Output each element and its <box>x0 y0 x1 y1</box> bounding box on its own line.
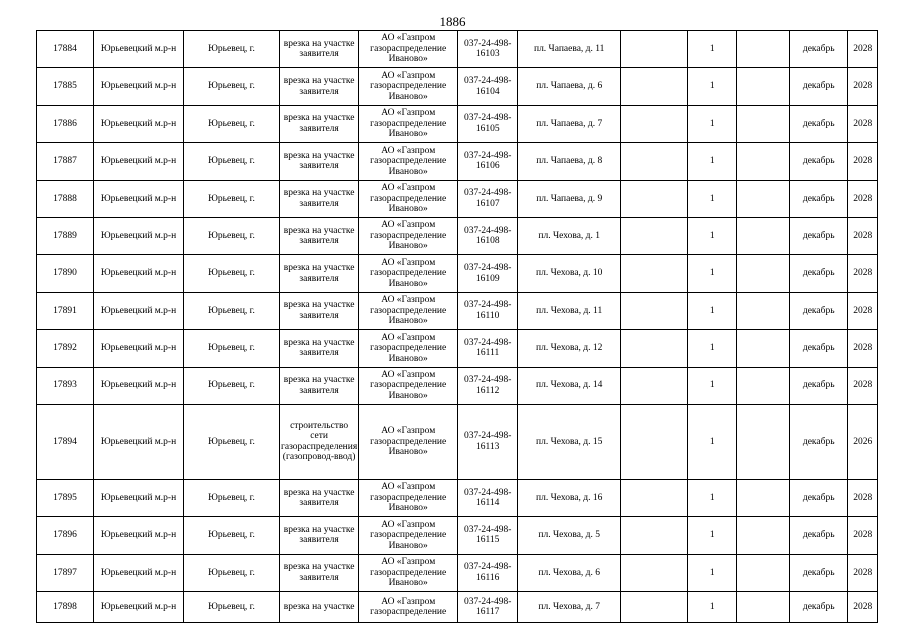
work-type-cell: врезка на участке заявителя <box>280 554 359 591</box>
address-cell: пл. Чехова, д. 12 <box>518 330 621 367</box>
district-cell: Юрьевецкий м.р-н <box>94 255 184 292</box>
registry-table <box>36 30 878 623</box>
work-type-cell: врезка на участке заявителя <box>280 367 359 404</box>
row-id-cell: 17898 <box>37 592 94 623</box>
work-type-cell: врезка на участке заявителя <box>280 255 359 292</box>
table-row <box>37 479 878 516</box>
organization-cell: АО «Газпром газораспределение Иваново» <box>359 180 458 217</box>
city-cell: Юрьевец, г. <box>184 180 280 217</box>
table-row <box>37 554 878 591</box>
count-cell: 1 <box>688 592 737 623</box>
organization-cell: АО «Газпром газораспределение Иваново» <box>359 255 458 292</box>
blank-cell <box>621 479 688 516</box>
blank-cell <box>621 31 688 68</box>
month-cell: декабрь <box>790 592 848 623</box>
city-cell: Юрьевец, г. <box>184 292 280 329</box>
blank-cell <box>737 180 790 217</box>
blank-cell <box>621 255 688 292</box>
city-cell: Юрьевец, г. <box>184 105 280 142</box>
blank-cell <box>737 367 790 404</box>
blank-cell <box>737 592 790 623</box>
district-cell: Юрьевецкий м.р-н <box>94 217 184 254</box>
work-type-cell: строительство сети газораспределения (газопровод-ввод) <box>280 404 359 479</box>
blank-cell <box>621 180 688 217</box>
organization-cell: АО «Газпром газораспределение Иваново» <box>359 367 458 404</box>
address-cell: пл. Чапаева, д. 7 <box>518 105 621 142</box>
table-row <box>37 217 878 254</box>
district-cell: Юрьевецкий м.р-н <box>94 592 184 623</box>
year-cell: 2028 <box>848 292 878 329</box>
year-cell: 2028 <box>848 479 878 516</box>
row-id-cell: 17886 <box>37 105 94 142</box>
organization-cell: АО «Газпром газораспределение Иваново» <box>359 554 458 591</box>
blank-cell <box>737 143 790 180</box>
month-cell: декабрь <box>790 479 848 516</box>
district-cell: Юрьевецкий м.р-н <box>94 367 184 404</box>
count-cell: 1 <box>688 68 737 105</box>
city-cell: Юрьевец, г. <box>184 255 280 292</box>
row-id-cell: 17896 <box>37 517 94 554</box>
month-cell: декабрь <box>790 292 848 329</box>
code-cell: 037-24-498-16116 <box>458 554 518 591</box>
blank-cell <box>737 517 790 554</box>
district-cell: Юрьевецкий м.р-н <box>94 180 184 217</box>
table-row <box>37 404 878 479</box>
district-cell: Юрьевецкий м.р-н <box>94 517 184 554</box>
table-row <box>37 180 878 217</box>
blank-cell <box>621 517 688 554</box>
organization-cell: АО «Газпром газораспределение Иваново» <box>359 68 458 105</box>
blank-cell <box>737 292 790 329</box>
work-type-cell: врезка на участке заявителя <box>280 217 359 254</box>
row-id-cell: 17887 <box>37 143 94 180</box>
address-cell: пл. Чехова, д. 7 <box>518 592 621 623</box>
address-cell: пл. Чехова, д. 6 <box>518 554 621 591</box>
blank-cell <box>621 292 688 329</box>
table-body <box>37 31 878 623</box>
count-cell: 1 <box>688 31 737 68</box>
city-cell: Юрьевец, г. <box>184 31 280 68</box>
address-cell: пл. Чехова, д. 11 <box>518 292 621 329</box>
organization-cell: АО «Газпром газораспределение Иваново» <box>359 143 458 180</box>
row-id-cell: 17897 <box>37 554 94 591</box>
row-id-cell: 17888 <box>37 180 94 217</box>
blank-cell <box>737 554 790 591</box>
blank-cell <box>621 367 688 404</box>
row-id-cell: 17892 <box>37 330 94 367</box>
table-row <box>37 292 878 329</box>
organization-cell: АО «Газпром газораспределение Иваново» <box>359 479 458 516</box>
count-cell: 1 <box>688 330 737 367</box>
blank-cell <box>621 592 688 623</box>
month-cell: декабрь <box>790 554 848 591</box>
code-cell: 037-24-498-16104 <box>458 68 518 105</box>
year-cell: 2028 <box>848 255 878 292</box>
row-id-cell: 17884 <box>37 31 94 68</box>
city-cell: Юрьевец, г. <box>184 554 280 591</box>
code-cell: 037-24-498-16105 <box>458 105 518 142</box>
count-cell: 1 <box>688 367 737 404</box>
year-cell: 2026 <box>848 404 878 479</box>
city-cell: Юрьевец, г. <box>184 479 280 516</box>
count-cell: 1 <box>688 292 737 329</box>
year-cell: 2028 <box>848 330 878 367</box>
month-cell: декабрь <box>790 31 848 68</box>
district-cell: Юрьевецкий м.р-н <box>94 479 184 516</box>
blank-cell <box>737 255 790 292</box>
row-id-cell: 17893 <box>37 367 94 404</box>
month-cell: декабрь <box>790 330 848 367</box>
count-cell: 1 <box>688 554 737 591</box>
blank-cell <box>737 68 790 105</box>
blank-cell <box>621 68 688 105</box>
organization-cell: АО «Газпром газораспределение <box>359 592 458 623</box>
organization-cell: АО «Газпром газораспределение Иваново» <box>359 105 458 142</box>
blank-cell <box>737 31 790 68</box>
code-cell: 037-24-498-16111 <box>458 330 518 367</box>
blank-cell <box>737 105 790 142</box>
district-cell: Юрьевецкий м.р-н <box>94 554 184 591</box>
year-cell: 2028 <box>848 592 878 623</box>
month-cell: декабрь <box>790 255 848 292</box>
code-cell: 037-24-498-16115 <box>458 517 518 554</box>
year-cell: 2028 <box>848 217 878 254</box>
blank-cell <box>737 217 790 254</box>
row-id-cell: 17890 <box>37 255 94 292</box>
address-cell: пл. Чехова, д. 16 <box>518 479 621 516</box>
code-cell: 037-24-498-16110 <box>458 292 518 329</box>
year-cell: 2028 <box>848 517 878 554</box>
work-type-cell: врезка на участке заявителя <box>280 31 359 68</box>
month-cell: декабрь <box>790 105 848 142</box>
organization-cell: АО «Газпром газораспределение Иваново» <box>359 217 458 254</box>
district-cell: Юрьевецкий м.р-н <box>94 68 184 105</box>
count-cell: 1 <box>688 479 737 516</box>
table-row <box>37 330 878 367</box>
city-cell: Юрьевец, г. <box>184 517 280 554</box>
year-cell: 2028 <box>848 68 878 105</box>
blank-cell <box>621 330 688 367</box>
code-cell: 037-24-498-16108 <box>458 217 518 254</box>
work-type-cell: врезка на участке заявителя <box>280 517 359 554</box>
work-type-cell: врезка на участке заявителя <box>280 68 359 105</box>
code-cell: 037-24-498-16117 <box>458 592 518 623</box>
city-cell: Юрьевец, г. <box>184 143 280 180</box>
month-cell: декабрь <box>790 217 848 254</box>
count-cell: 1 <box>688 255 737 292</box>
table-row <box>37 143 878 180</box>
district-cell: Юрьевецкий м.р-н <box>94 292 184 329</box>
organization-cell: АО «Газпром газораспределение Иваново» <box>359 31 458 68</box>
work-type-cell: врезка на участке заявителя <box>280 180 359 217</box>
blank-cell <box>737 404 790 479</box>
code-cell: 037-24-498-16114 <box>458 479 518 516</box>
organization-cell: АО «Газпром газораспределение Иваново» <box>359 330 458 367</box>
address-cell: пл. Чехова, д. 5 <box>518 517 621 554</box>
city-cell: Юрьевец, г. <box>184 68 280 105</box>
district-cell: Юрьевецкий м.р-н <box>94 105 184 142</box>
code-cell: 037-24-498-16112 <box>458 367 518 404</box>
blank-cell <box>621 217 688 254</box>
address-cell: пл. Чапаева, д. 6 <box>518 68 621 105</box>
district-cell: Юрьевецкий м.р-н <box>94 404 184 479</box>
city-cell: Юрьевец, г. <box>184 367 280 404</box>
table-row <box>37 68 878 105</box>
work-type-cell: врезка на участке заявителя <box>280 330 359 367</box>
blank-cell <box>621 404 688 479</box>
month-cell: декабрь <box>790 404 848 479</box>
address-cell: пл. Чапаева, д. 8 <box>518 143 621 180</box>
year-cell: 2028 <box>848 31 878 68</box>
count-cell: 1 <box>688 517 737 554</box>
month-cell: декабрь <box>790 143 848 180</box>
work-type-cell: врезка на участке заявителя <box>280 105 359 142</box>
work-type-cell: врезка на участке <box>280 592 359 623</box>
address-cell: пл. Чехова, д. 15 <box>518 404 621 479</box>
district-cell: Юрьевецкий м.р-н <box>94 330 184 367</box>
district-cell: Юрьевецкий м.р-н <box>94 143 184 180</box>
address-cell: пл. Чехова, д. 14 <box>518 367 621 404</box>
code-cell: 037-24-498-16107 <box>458 180 518 217</box>
count-cell: 1 <box>688 217 737 254</box>
month-cell: декабрь <box>790 68 848 105</box>
row-id-cell: 17891 <box>37 292 94 329</box>
work-type-cell: врезка на участке заявителя <box>280 143 359 180</box>
year-cell: 2028 <box>848 180 878 217</box>
blank-cell <box>621 143 688 180</box>
row-id-cell: 17885 <box>37 68 94 105</box>
blank-cell <box>621 554 688 591</box>
code-cell: 037-24-498-16103 <box>458 31 518 68</box>
blank-cell <box>621 105 688 142</box>
code-cell: 037-24-498-16106 <box>458 143 518 180</box>
year-cell: 2028 <box>848 554 878 591</box>
code-cell: 037-24-498-16109 <box>458 255 518 292</box>
table-row <box>37 105 878 142</box>
row-id-cell: 17894 <box>37 404 94 479</box>
address-cell: пл. Чапаева, д. 9 <box>518 180 621 217</box>
city-cell: Юрьевец, г. <box>184 592 280 623</box>
page-number: 1886 <box>439 14 466 29</box>
table-row <box>37 367 878 404</box>
month-cell: декабрь <box>790 367 848 404</box>
year-cell: 2028 <box>848 143 878 180</box>
count-cell: 1 <box>688 105 737 142</box>
blank-cell <box>737 330 790 367</box>
city-cell: Юрьевец, г. <box>184 217 280 254</box>
city-cell: Юрьевец, г. <box>184 330 280 367</box>
address-cell: пл. Чехова, д. 1 <box>518 217 621 254</box>
work-type-cell: врезка на участке заявителя <box>280 292 359 329</box>
address-cell: пл. Чапаева, д. 11 <box>518 31 621 68</box>
row-id-cell: 17895 <box>37 479 94 516</box>
month-cell: декабрь <box>790 180 848 217</box>
blank-cell <box>737 479 790 516</box>
district-cell: Юрьевецкий м.р-н <box>94 31 184 68</box>
count-cell: 1 <box>688 180 737 217</box>
row-id-cell: 17889 <box>37 217 94 254</box>
organization-cell: АО «Газпром газораспределение Иваново» <box>359 517 458 554</box>
table-row <box>37 255 878 292</box>
count-cell: 1 <box>688 404 737 479</box>
organization-cell: АО «Газпром газораспределение Иваново» <box>359 404 458 479</box>
month-cell: декабрь <box>790 517 848 554</box>
year-cell: 2028 <box>848 367 878 404</box>
code-cell: 037-24-498-16113 <box>458 404 518 479</box>
table-row <box>37 517 878 554</box>
work-type-cell: врезка на участке заявителя <box>280 479 359 516</box>
table-row <box>37 592 878 623</box>
address-cell: пл. Чехова, д. 10 <box>518 255 621 292</box>
organization-cell: АО «Газпром газораспределение Иваново» <box>359 292 458 329</box>
city-cell: Юрьевец, г. <box>184 404 280 479</box>
year-cell: 2028 <box>848 105 878 142</box>
table-row <box>37 31 878 68</box>
count-cell: 1 <box>688 143 737 180</box>
